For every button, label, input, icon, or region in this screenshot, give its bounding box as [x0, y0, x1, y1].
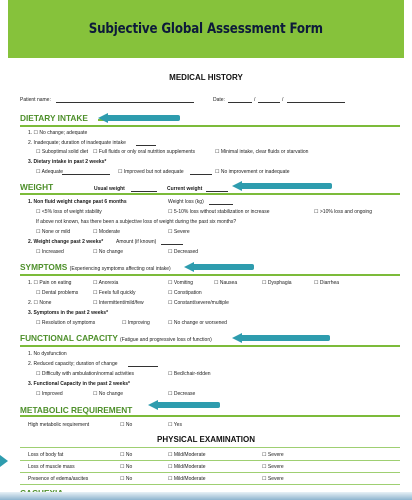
section-rule [20, 415, 400, 417]
section-rule [20, 274, 400, 276]
patient-name-label: Patient name: [20, 97, 51, 103]
symptom-pain[interactable]: 1. ☐ Pain on eating [28, 280, 72, 286]
weight-subjective-question: If above not known, has there been a subjective loss of weight during the past six months? [36, 219, 237, 225]
functional-heading: FUNCTIONAL CAPACITY [20, 333, 118, 343]
symptom-none[interactable]: 2. ☐ None [28, 300, 52, 306]
weight-option-5-10[interactable]: ☐ 5-10% loss without stabilization or increase [168, 209, 270, 215]
form-title: Subjective Global Assessment Form [88, 21, 324, 37]
row-option-no[interactable]: ☐ No [120, 452, 133, 458]
change-duration-field[interactable] [128, 361, 158, 367]
dietary-option-improved[interactable]: ☐ Improved but not adequate [118, 169, 184, 175]
table-rule [20, 484, 400, 485]
weight-option-10-plus[interactable]: ☐ >10% loss and ongoing [314, 209, 372, 215]
date-year-field[interactable] [287, 97, 345, 103]
symptom-no-change[interactable]: ☐ No change or worsened [168, 320, 227, 326]
weight-option-severe[interactable]: ☐ Severe [168, 229, 190, 235]
duration-field[interactable] [136, 140, 156, 146]
symptom-dysphagia[interactable]: ☐ Dysphagia [262, 280, 292, 286]
dietary-option-suboptimal[interactable]: ☐ Suboptimal solid diet [36, 149, 89, 155]
section-rule [20, 193, 400, 195]
row-option-no[interactable]: ☐ No [120, 476, 133, 482]
medical-history-heading: MEDICAL HISTORY [169, 73, 243, 82]
symptom-intermittent[interactable]: ☐ Intermittent/mild/few [93, 300, 144, 306]
date-month-field[interactable] [228, 97, 252, 103]
date-separator: / [254, 97, 256, 103]
metabolic-no[interactable]: ☐ No [120, 422, 133, 428]
section-weight: WEIGHT [20, 182, 54, 192]
functional-decrease[interactable]: ☐ Decrease [168, 391, 196, 397]
weight-loss-field[interactable] [209, 199, 233, 205]
row-option-severe[interactable]: ☐ Severe [262, 476, 284, 482]
pointer-arrow-icon [98, 114, 180, 122]
symptom-constant[interactable]: ☐ Constant/severe/multiple [168, 300, 229, 306]
symptom-constipation[interactable]: ☐ Constipation [168, 290, 202, 296]
pointer-arrow-icon [148, 401, 220, 409]
usual-weight-label: Usual weight [94, 186, 125, 192]
current-weight-label: Current weight [167, 186, 203, 192]
row-option-mild[interactable]: ☐ Mild/Moderate [168, 464, 206, 470]
bottom-edge [0, 492, 412, 500]
dietary-option-minimal[interactable]: ☐ Minimal intake, clear fluids or starvation [215, 149, 309, 155]
weight-loss-label: Weight loss (kg) [168, 199, 204, 205]
row-option-mild[interactable]: ☐ Mild/Moderate [168, 452, 206, 458]
dietary-item-1[interactable]: 1. ☐ No change; adequate [28, 130, 88, 136]
dietary-option-full-fluids[interactable]: ☐ Full fluids or only oral nutrition supplements [93, 149, 196, 155]
weight-change-decreased[interactable]: ☐ Decreased [168, 249, 199, 255]
table-rule [20, 472, 400, 473]
metabolic-label: High metabolic requirement [28, 422, 90, 428]
symptom-dental[interactable]: ☐ Dental problems [36, 290, 79, 296]
row-label: Loss of muscle mass [28, 464, 75, 470]
row-option-severe[interactable]: ☐ Severe [262, 464, 284, 470]
symptom-vomiting[interactable]: ☐ Vomiting [168, 280, 194, 286]
dietary-option-no-improvement[interactable]: ☐ No improvement or inadequate [215, 169, 290, 175]
functional-option-bed[interactable]: ☐ Bed/chair-ridden [168, 371, 211, 377]
row-option-mild[interactable]: ☐ Mild/Moderate [168, 476, 206, 482]
symptom-anorexia[interactable]: ☐ Anorexia [93, 280, 119, 286]
patient-name-field[interactable] [56, 97, 194, 103]
section-symptoms [20, 262, 171, 272]
dietary-item-2: 2. Inadequate; duration of inadequate intake [28, 140, 126, 146]
pointer-arrow-icon [232, 182, 332, 190]
amount-label: Amount (if known) [116, 239, 157, 245]
section-rule [20, 345, 400, 347]
symptoms-subtitle: (Experiencing symptoms affecting oral intake) [69, 266, 171, 272]
title-banner [8, 0, 404, 58]
symptom-diarrhea[interactable]: ☐ Diarrhea [314, 280, 340, 286]
functional-no-change[interactable]: ☐ No change [93, 391, 124, 397]
weight-option-stable[interactable]: ☐ <5% loss of weight stability [36, 209, 102, 215]
pointer-arrow-icon [232, 334, 330, 342]
row-label: Loss of body fat [28, 452, 64, 458]
row-option-no[interactable]: ☐ No [120, 464, 133, 470]
current-weight-field[interactable] [206, 186, 228, 192]
weight-item-1: 1. Non fluid weight change past 6 months [28, 199, 127, 205]
section-dietary-intake: DIETARY INTAKE [20, 113, 88, 123]
functional-option-difficulty[interactable]: ☐ Difficulty with ambulation/normal activities [36, 371, 135, 377]
symptoms-item-3: 3. Symptoms in the past 2 weeks* [28, 310, 109, 316]
weight-option-moderate[interactable]: ☐ Moderate [93, 229, 120, 235]
functional-item-1[interactable]: 1. No dysfunction [28, 351, 67, 357]
amount-field[interactable] [161, 239, 183, 245]
physical-exam-heading: PHYSICAL EXAMINATION [157, 435, 255, 444]
symptom-nausea[interactable]: ☐ Nausea [214, 280, 238, 286]
symptom-resolution[interactable]: ☐ Resolution of symptoms [36, 320, 96, 326]
section-metabolic-requirement: METABOLIC REQUIREMENT [20, 405, 133, 415]
pointer-arrow-icon [184, 263, 254, 271]
date-label: Date: [213, 97, 225, 103]
metabolic-yes[interactable]: ☐ Yes [168, 422, 182, 428]
usual-weight-field[interactable] [131, 186, 157, 192]
functional-subtitle: (Fatigue and progressive loss of function) [120, 337, 212, 343]
symptom-improving[interactable]: ☐ Improving [122, 320, 150, 326]
dietary-option-adequate[interactable]: ☐ Adequate [36, 169, 64, 175]
section-rule [20, 125, 400, 127]
weight-option-none-mild[interactable]: ☐ None or mild [36, 229, 71, 235]
symptoms-heading: SYMPTOMS [20, 262, 68, 272]
functional-improved[interactable]: ☐ Improved [36, 391, 63, 397]
blank-line [190, 169, 212, 175]
functional-item-2: 2. Reduced capacity; duration of change [28, 361, 118, 367]
row-option-severe[interactable]: ☐ Severe [262, 452, 284, 458]
blank-line [62, 169, 110, 175]
symptom-feels-full[interactable]: ☐ Feels full quickly [93, 290, 136, 296]
section-functional-capacity [20, 333, 212, 343]
table-rule [20, 460, 400, 461]
dietary-item-3: 3. Dietary intake in past 2 weeks* [28, 159, 107, 165]
table-rule [20, 447, 400, 448]
weight-item-2: 2. Weight change past 2 weeks* [28, 239, 104, 245]
weight-change-increased[interactable]: ☐ Increased [36, 249, 64, 255]
pointer-arrow-icon [0, 455, 8, 467]
weight-change-none[interactable]: ☐ No change [93, 249, 124, 255]
functional-item-3: 3. Functional Capacity in the past 2 weeks* [28, 381, 130, 387]
date-separator: / [282, 97, 284, 103]
row-label: Presence of edema/ascites [28, 476, 89, 482]
date-day-field[interactable] [258, 97, 280, 103]
